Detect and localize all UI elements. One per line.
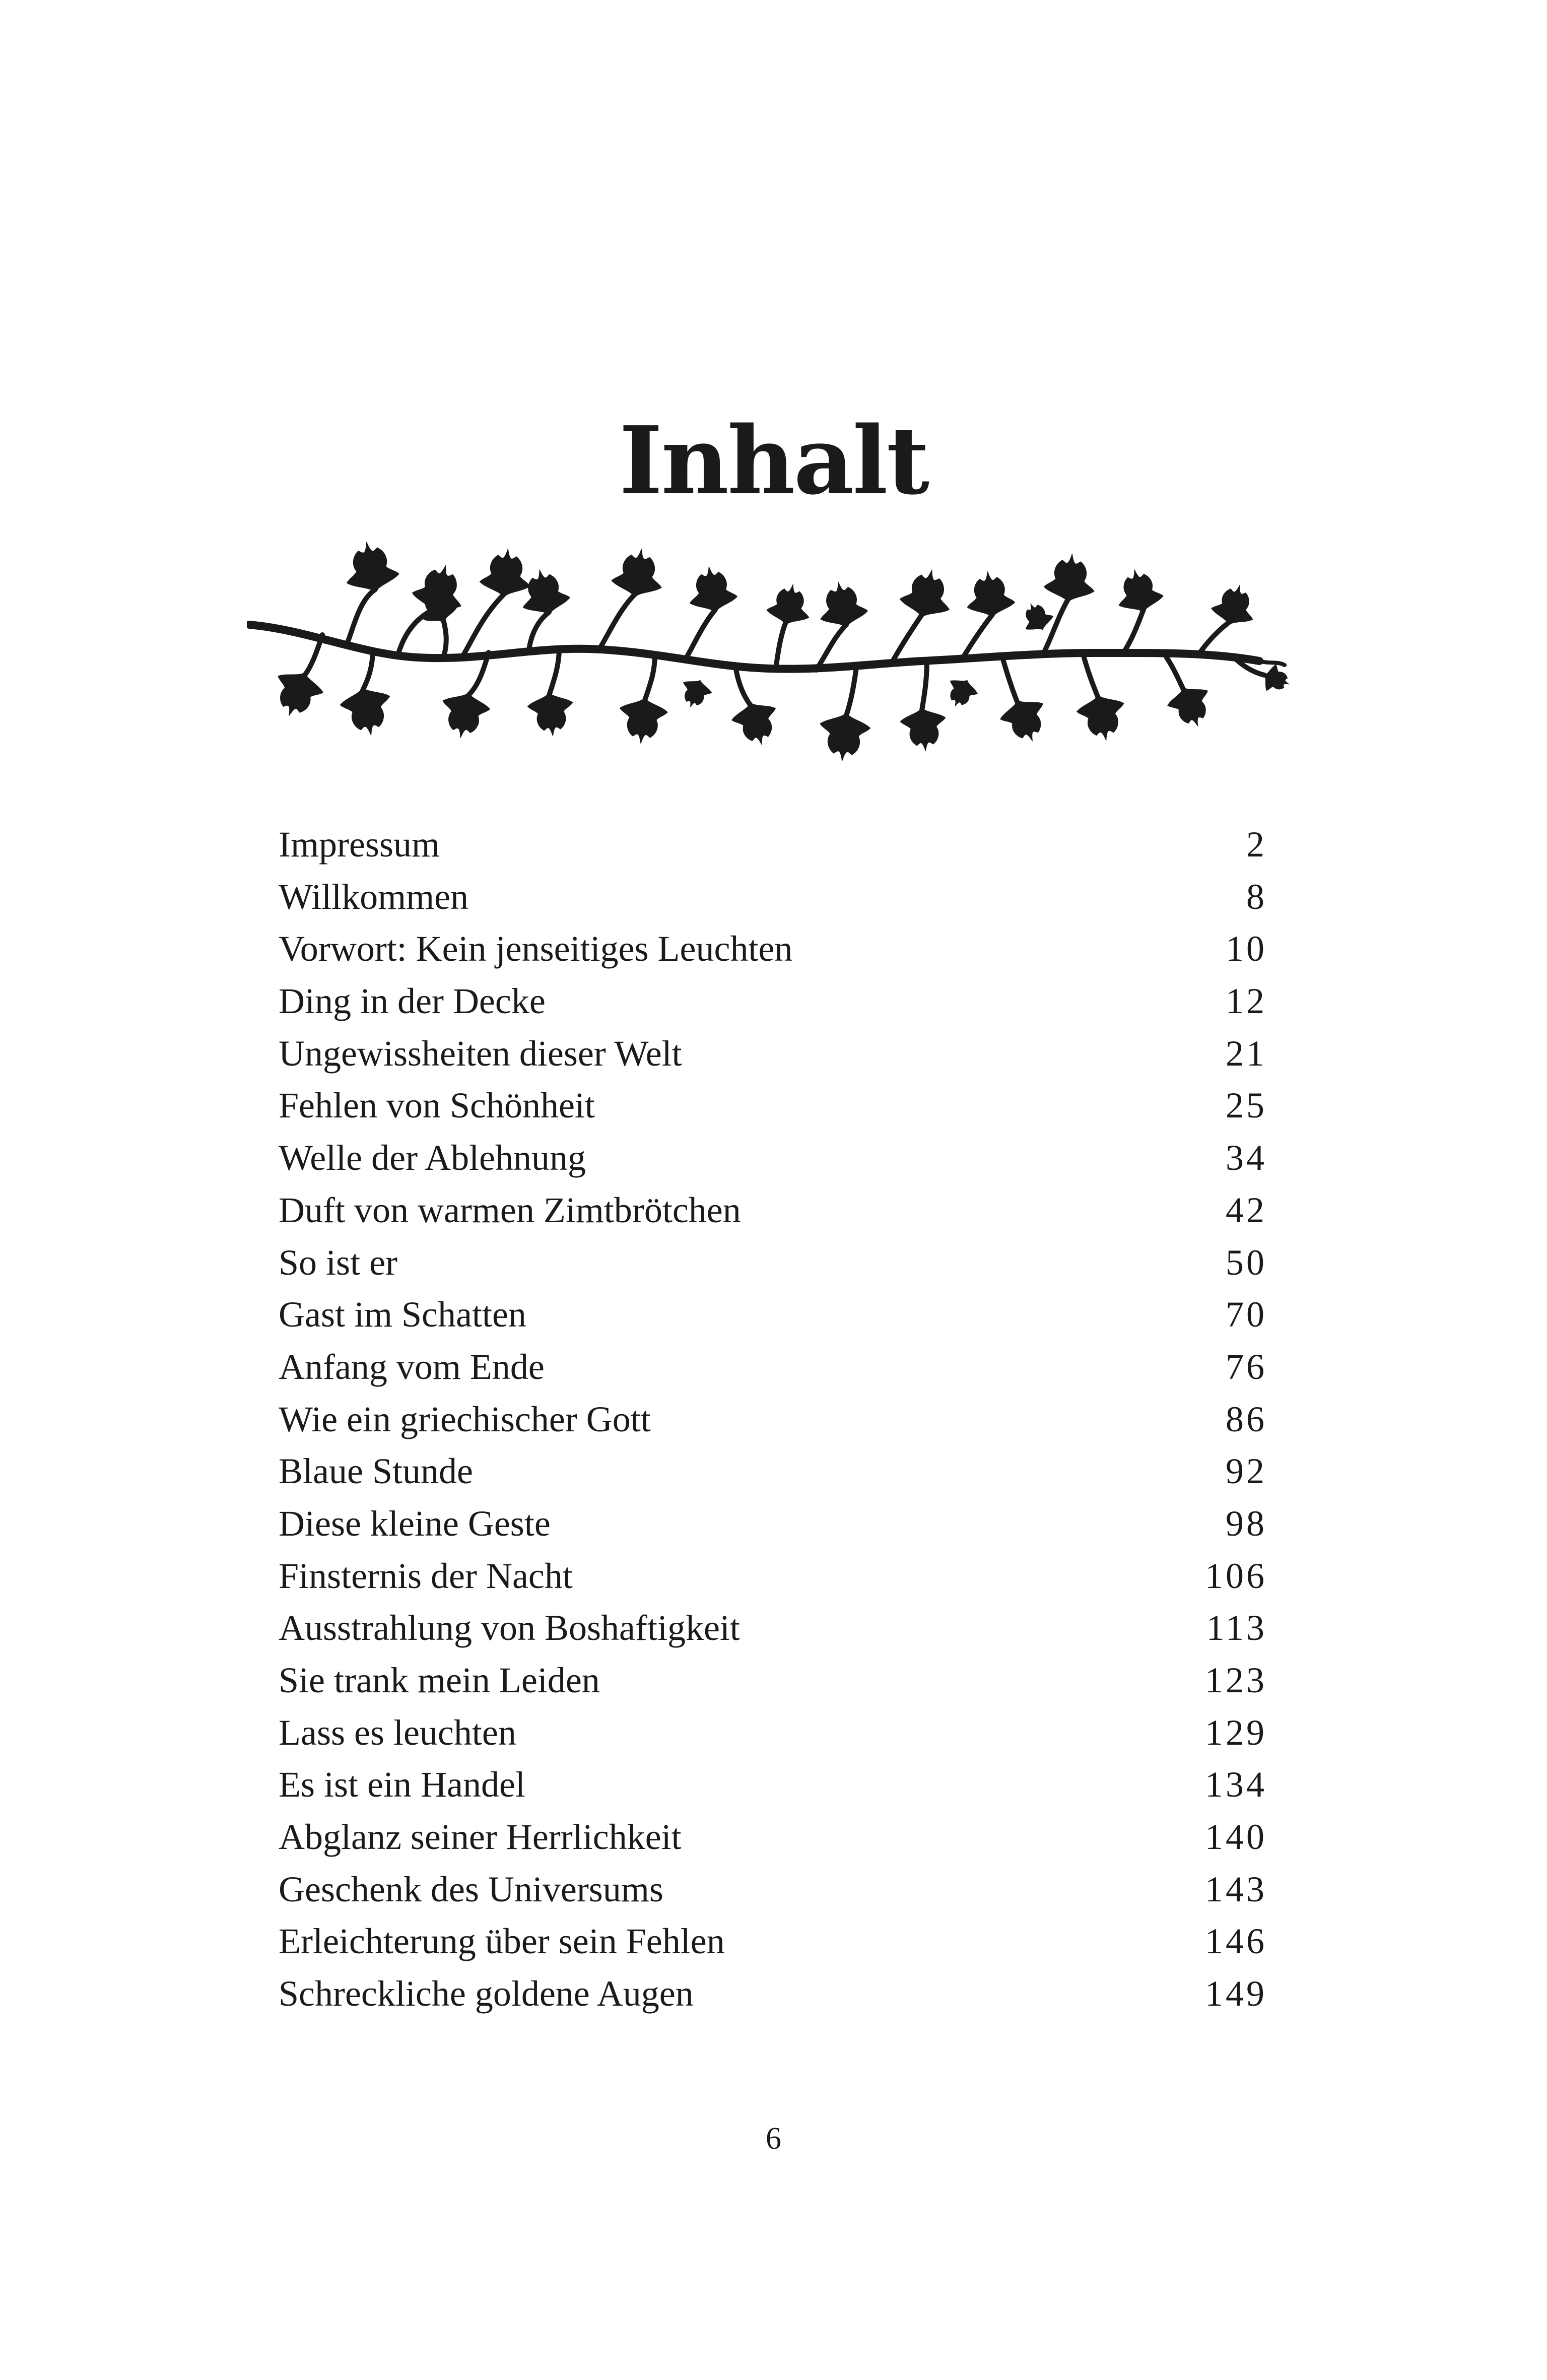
page-number: 6 — [766, 2122, 781, 2156]
toc-entry-page: 98 — [1226, 1503, 1267, 1544]
toc-entry-title: Welle der Ablehnung — [279, 1138, 586, 1178]
toc-entry-title: Es ist ein Handel — [279, 1764, 525, 1805]
toc-entry-title: Willkommen — [279, 876, 469, 917]
toc-entry-title: Ungewissheiten dieser Welt — [279, 1033, 682, 1074]
toc-entry-page: 149 — [1205, 1973, 1267, 2014]
toc-entry-page: 123 — [1205, 1660, 1267, 1700]
toc-entry-title: Geschenk des Universums — [279, 1869, 663, 1909]
toc-entry-title: Finsternis der Nacht — [279, 1555, 573, 1596]
toc-entry — [279, 1341, 1267, 1394]
toc-entry-title: Sie trank mein Leiden — [279, 1660, 600, 1700]
toc-entry — [279, 871, 1267, 923]
toc-entry-page: 143 — [1205, 1869, 1267, 1909]
toc-entry — [279, 1915, 1267, 1968]
toc-entry — [279, 975, 1267, 1028]
toc-entry-page: 113 — [1206, 1608, 1267, 1648]
toc-entry — [279, 1498, 1267, 1550]
toc-entry — [279, 1289, 1267, 1341]
toc-entry — [279, 1759, 1267, 1811]
toc-entry-title: Diese kleine Geste — [279, 1503, 551, 1544]
toc-entry-page: 70 — [1226, 1294, 1267, 1335]
toc-entry-title: Wie ein griechischer Gott — [279, 1399, 651, 1439]
toc-entry-page: 76 — [1226, 1346, 1267, 1387]
toc-entry-title: Ding in der Decke — [279, 981, 546, 1022]
toc-entry-page: 92 — [1226, 1451, 1267, 1492]
toc-entry-title: Impressum — [279, 824, 440, 865]
toc-entry-title: Fehlen von Schönheit — [279, 1085, 595, 1126]
toc-entry-title: Vorwort: Kein jenseitiges Leuchten — [279, 929, 793, 969]
toc-entry-page: 25 — [1226, 1085, 1267, 1126]
toc-entry-page: 146 — [1205, 1921, 1267, 1962]
toc-entry — [279, 1864, 1267, 1916]
toc-entry — [279, 1445, 1267, 1498]
toc-entry — [279, 1811, 1267, 1864]
toc-entry — [279, 1655, 1267, 1707]
toc-entry — [279, 1968, 1267, 2020]
toc-entry — [279, 1602, 1267, 1655]
toc-entry-page: 8 — [1246, 876, 1267, 917]
toc-entry-title: Schreckliche goldene Augen — [279, 1973, 694, 2014]
toc-entry-title: Ausstrahlung von Boshaftigkeit — [279, 1608, 740, 1648]
page-title: Inhalt — [619, 405, 928, 515]
toc-entry-page: 50 — [1226, 1242, 1267, 1283]
toc-entry-title: Duft von warmen Zimtbrötchen — [279, 1189, 741, 1230]
toc-entry — [279, 1184, 1267, 1237]
toc-entry-page: 21 — [1226, 1033, 1267, 1074]
toc-entry — [279, 1028, 1267, 1080]
toc-entry-page: 42 — [1226, 1189, 1267, 1230]
toc-entry-page: 10 — [1226, 929, 1267, 969]
toc-entry-page: 106 — [1205, 1555, 1267, 1596]
toc-entry-page: 2 — [1246, 824, 1267, 865]
toc-entry — [279, 1237, 1267, 1289]
toc-entry — [279, 1394, 1267, 1446]
toc-entry-title: Anfang vom Ende — [279, 1346, 545, 1387]
table-of-contents — [279, 819, 1267, 2020]
toc-entry-page: 34 — [1226, 1138, 1267, 1178]
toc-entry — [279, 923, 1267, 975]
toc-entry — [279, 1550, 1267, 1603]
toc-entry — [279, 1707, 1267, 1759]
toc-entry-title: So ist er — [279, 1242, 398, 1283]
toc-entry-page: 86 — [1226, 1399, 1267, 1439]
toc-entry — [279, 1080, 1267, 1132]
toc-entry-title: Blaue Stunde — [279, 1451, 473, 1492]
toc-entry — [279, 819, 1267, 871]
toc-entry — [279, 1132, 1267, 1184]
toc-entry-title: Abglanz seiner Herrlichkeit — [279, 1817, 682, 1858]
toc-entry-page: 140 — [1205, 1817, 1267, 1858]
toc-entry-page: 12 — [1226, 981, 1267, 1022]
toc-entry-page: 134 — [1205, 1764, 1267, 1805]
toc-entry-page: 129 — [1205, 1712, 1267, 1753]
toc-entry-title: Lass es leuchten — [279, 1712, 516, 1753]
toc-entry-title: Erleichterung über sein Fehlen — [279, 1921, 725, 1962]
toc-entry-title: Gast im Schatten — [279, 1294, 526, 1335]
ivy-vine-ornament-icon — [247, 529, 1290, 766]
